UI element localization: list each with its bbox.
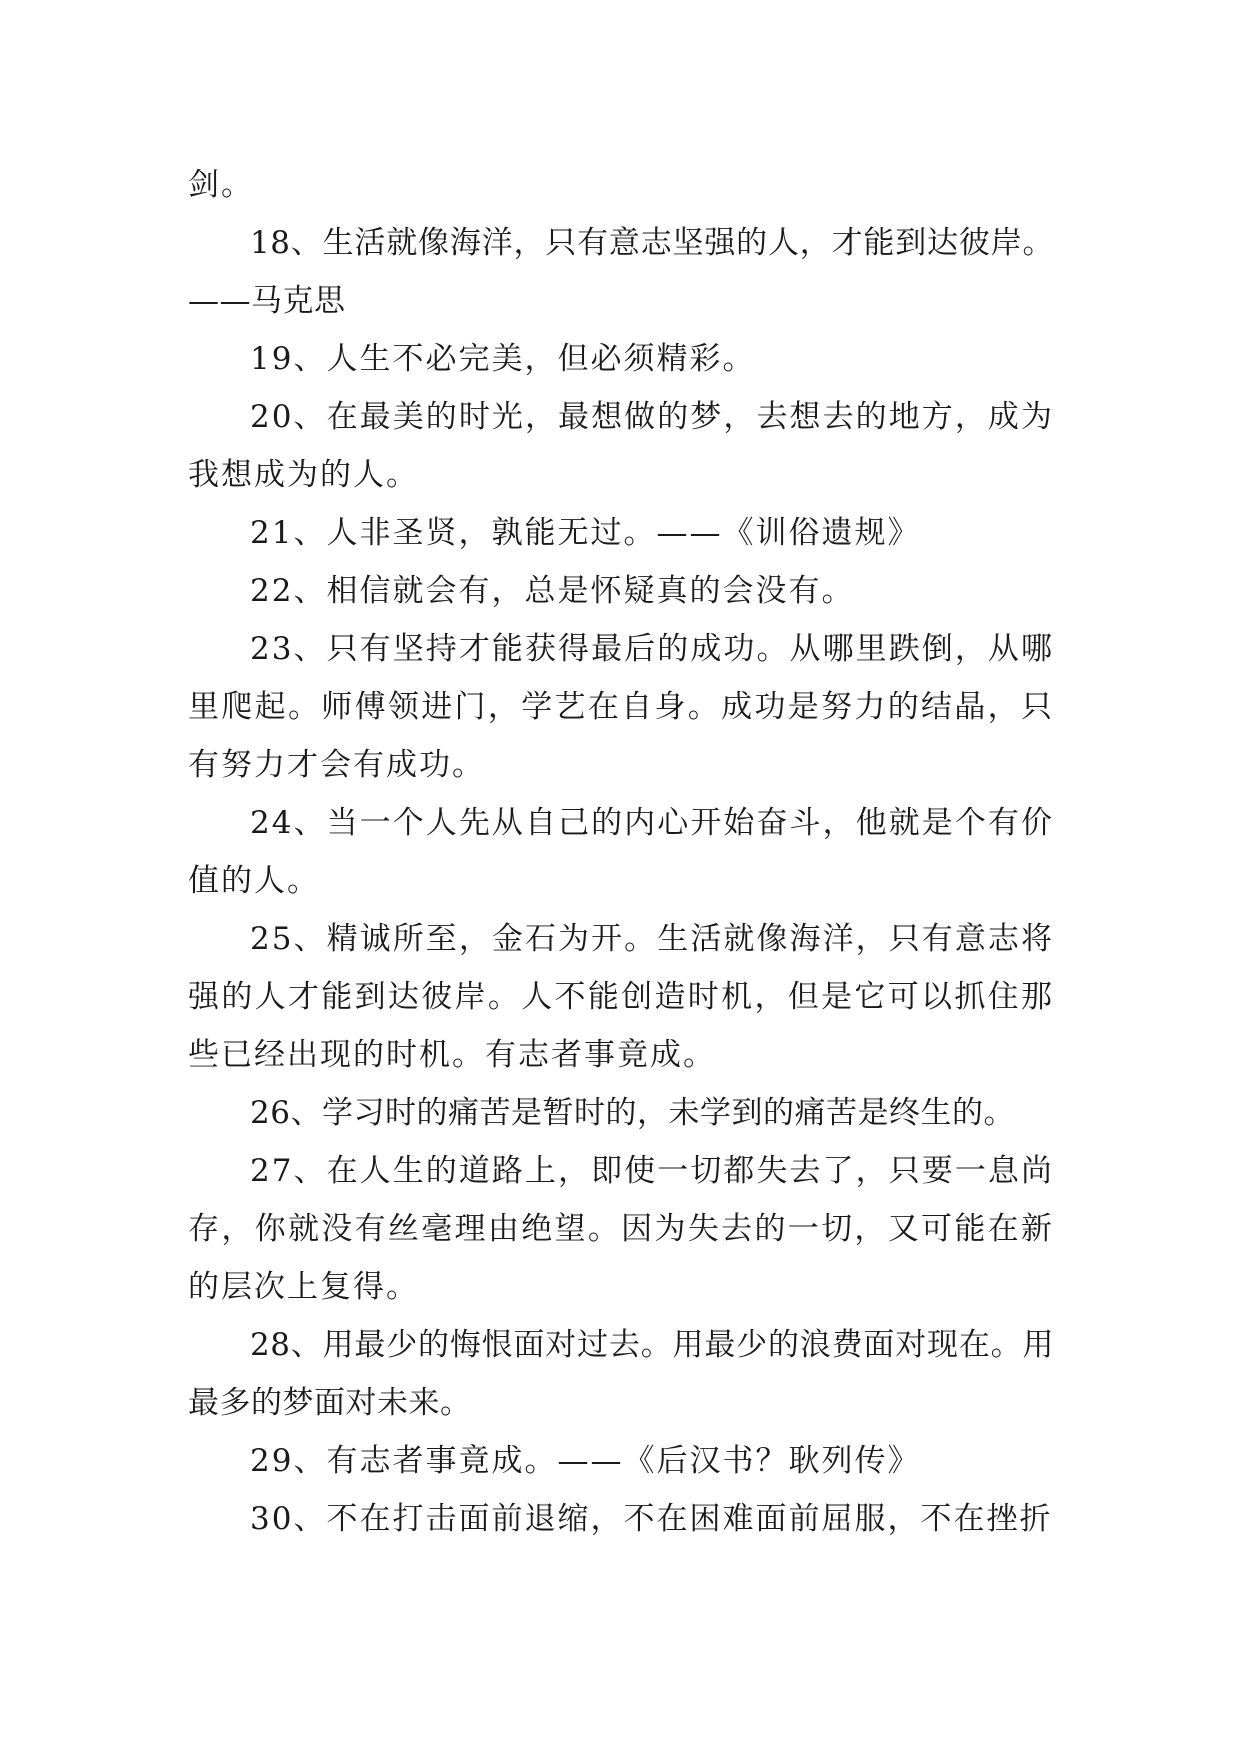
quote-20: 20、在最美的时光，最想做的梦，去想去的地方，成为我想成为的人。 [188,399,1054,493]
paragraph-continuation: 剑。 [188,167,254,203]
quote-30: 30、不在打击面前退缩，不在困难面前屈服，不在挫折 [250,1501,1053,1537]
quote-23: 23、只有坚持才能获得最后的成功。从哪里跌倒，从哪里爬起。师傅领进门，学艺在自身。成功是努力的结晶，只有努力才会有成功。 [188,631,1054,783]
quote-27: 27、在人生的道路上，即使一切都失去了，只要一息尚存，你就没有丝毫理由绝望。因为失去的一切，又可能在新的层次上复得。 [188,1153,1054,1305]
quote-18: 18、生活就像海洋，只有意志坚强的人，才能到达彼岸。——马克思 [188,225,1054,319]
quote-24: 24、当一个人先从自己的内心开始奋斗，他就是个有价值的人。 [188,805,1054,899]
quote-28: 28、用最少的悔恨面对过去。用最少的浪费面对现在。用最多的梦面对未来。 [188,1327,1054,1421]
quote-29: 29、有志者事竟成。——《后汉书？耿列传》 [250,1443,921,1479]
quote-21: 21、人非圣贤，孰能无过。——《训俗遗规》 [250,515,921,551]
quote-25: 25、精诚所至，金石为开。生活就像海洋，只有意志将强的人才能到达彼岸。人不能创造时机，但是它可以抓住那些已经出现的时机。有志者事竟成。 [188,921,1054,1073]
quote-26: 26、学习时的痛苦是暂时的，未学到的痛苦是终生的。 [250,1095,1015,1131]
quote-19: 19、人生不必完美，但必须精彩。 [250,341,756,377]
quote-22: 22、相信就会有，总是怀疑真的会没有。 [250,573,855,609]
document-body [188,156,1054,1548]
